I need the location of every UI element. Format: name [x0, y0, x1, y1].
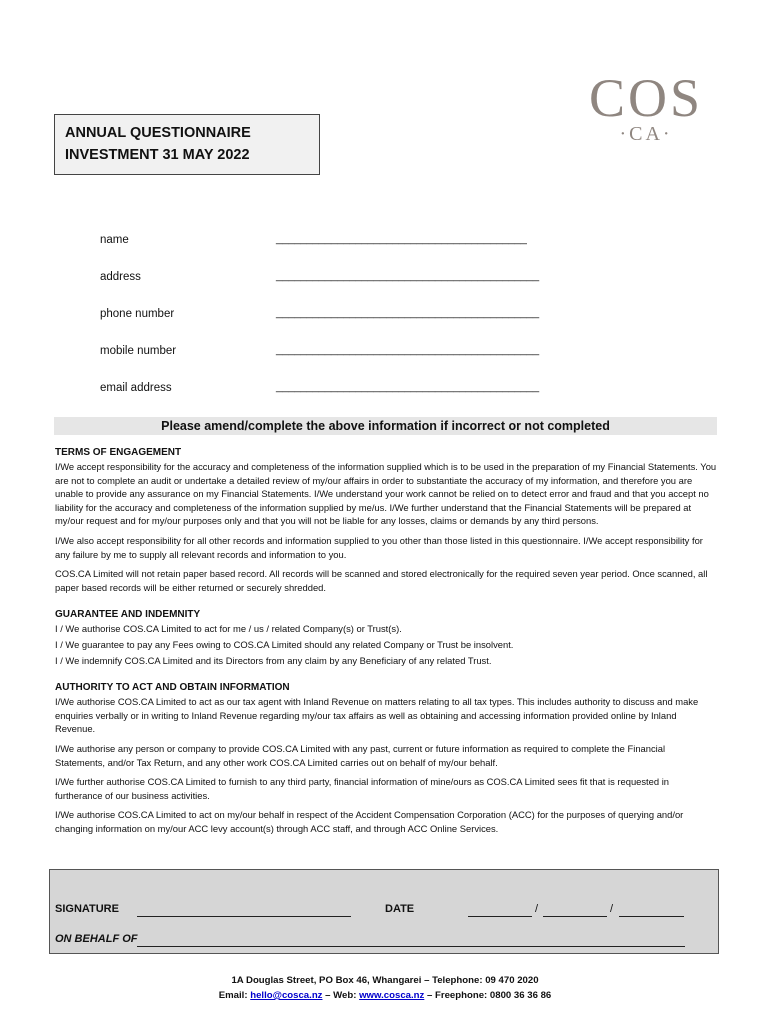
- footer-web-prefix: – Web:: [322, 990, 360, 1001]
- authority-paragraph-4: I/We authorise COS.CA Limited to act on my/our behalf in respect of the Accident Compensation Corporation (ACC) for the purposes of querying and/or changing information on my/our ACC levy account(s) through ACC staff, and through ACC Online Services.: [55, 809, 684, 834]
- phone-number-label: phone number: [100, 308, 175, 320]
- signature-label: SIGNATURE: [55, 903, 119, 915]
- logo-sub-text: ·CA·: [619, 123, 673, 145]
- date-label: DATE: [385, 903, 415, 915]
- guarantee-line-2: I / We guarantee to pay any Fees owing to COS.CA Limited should any related Company or Trust be insolvent.: [55, 638, 514, 650]
- signature-line[interactable]: [137, 915, 351, 917]
- email-address-label: email address: [100, 382, 172, 394]
- guarantee-line-3: I / We indemnify COS.CA Limited and its Directors from any claim by any Beneficiary of any related Trust.: [55, 654, 492, 666]
- cosca-logo: [574, 70, 718, 144]
- date-separator-1: /: [535, 903, 539, 915]
- footer-contacts: [0, 990, 770, 1001]
- address-field[interactable]: ___________________________________________: [276, 270, 540, 282]
- on-behalf-of-label: ON BEHALF OF: [55, 933, 138, 945]
- terms-paragraph-2: I/We also accept responsibility for all other records and information supplied to you other than those listed in this questionnaire. I/We accept responsibility for any failure by me to supply all relevant records and information to you.: [55, 534, 703, 560]
- footer-web-link[interactable]: www.cosca.nz: [359, 990, 425, 1001]
- title-line-1: ANNUAL QUESTIONNAIRE: [65, 125, 251, 141]
- email-address-field[interactable]: ___________________________________________: [276, 381, 540, 393]
- guarantee-line-1: I / We authorise COS.CA Limited to act for me / us / related Company(s) or Trust(s).: [55, 623, 402, 635]
- mobile-number-field[interactable]: ___________________________________________: [276, 344, 540, 356]
- mobile-number-label: mobile number: [100, 345, 177, 357]
- date-year-line[interactable]: [619, 915, 684, 917]
- footer-email-prefix: Email:: [218, 990, 251, 1001]
- date-month-line[interactable]: [543, 915, 607, 917]
- logo-main-text: COS: [588, 68, 704, 128]
- footer-email-link[interactable]: hello@cosca.nz: [250, 990, 323, 1001]
- signature-box: [49, 869, 719, 954]
- guarantee-heading: GUARANTEE AND INDEMNITY: [55, 609, 201, 621]
- terms-paragraph-1: I/We accept responsibility for the accuracy and completeness of the information supplied which is to be used in the preparation of my Financial Statements. You are not to complete an audit or undertake a detailed review of my/our affairs in order to substantiate the accuracy of my information, and therefore you are unable to provide any assurance on my Financial Statements. I/We understand your work cannot be relied on to detect error and fraud and that you accept no liability for the accuracy and completeness of the information supplied by me/us. I/We further understand that the Financial Statements will be prepared at my/our request and for my/our purposes only and that you will not be liable for any losses, claims or demands by any third persons.: [55, 461, 717, 527]
- document-title-box: [54, 114, 320, 175]
- authority-heading: AUTHORITY TO ACT AND OBTAIN INFORMATION: [55, 682, 290, 694]
- date-day-line[interactable]: [468, 915, 532, 917]
- on-behalf-of-line[interactable]: [137, 945, 685, 947]
- terms-section: [55, 446, 717, 841]
- authority-paragraph-3: I/We further authorise COS.CA Limited to furnish to any third party, financial information of mine/ours as COS.CA Limited sees fit that is requested in furtherance of our business activities.: [55, 776, 669, 801]
- terms-heading: TERMS OF ENGAGEMENT: [55, 447, 182, 458]
- date-separator-2: /: [610, 903, 614, 915]
- authority-paragraph-1: I/We authorise COS.CA Limited to act as our tax agent with Inland Revenue on matters relating to all tax types. This includes authority to discuss and make enquiries verbally or in writing to Inland Revenue regarding my/our tax affairs as well as obtaining and accessing information provided online by Inland Revenue.: [55, 696, 699, 735]
- terms-paragraph-3: COS.CA Limited will not retain paper based record. All records will be scanned and stored electronically for the required seven year period. Once scanned, all paper based records will be either returned or securely shredded.: [55, 568, 708, 593]
- name-label: name: [100, 234, 129, 246]
- footer-freephone: – Freephone: 0800 36 36 86: [424, 990, 552, 1001]
- amend-notice: Please amend/complete the above information if incorrect or not completed: [54, 417, 717, 435]
- phone-number-field[interactable]: ___________________________________________: [276, 307, 540, 319]
- address-label: address: [100, 271, 141, 283]
- authority-paragraph-2: I/We authorise any person or company to provide COS.CA Limited with any past, current or future information as required to complete the Financial Statements, and/or Tax Return, and any other work COS.CA Limited carries out on behalf of my/our behalf.: [55, 742, 666, 768]
- footer-address: 1A Douglas Street, PO Box 46, Whangarei – Telephone: 09 470 2020: [231, 975, 539, 986]
- title-line-2: INVESTMENT 31 MAY 2022: [65, 147, 250, 163]
- name-field[interactable]: _________________________________________: [276, 233, 527, 245]
